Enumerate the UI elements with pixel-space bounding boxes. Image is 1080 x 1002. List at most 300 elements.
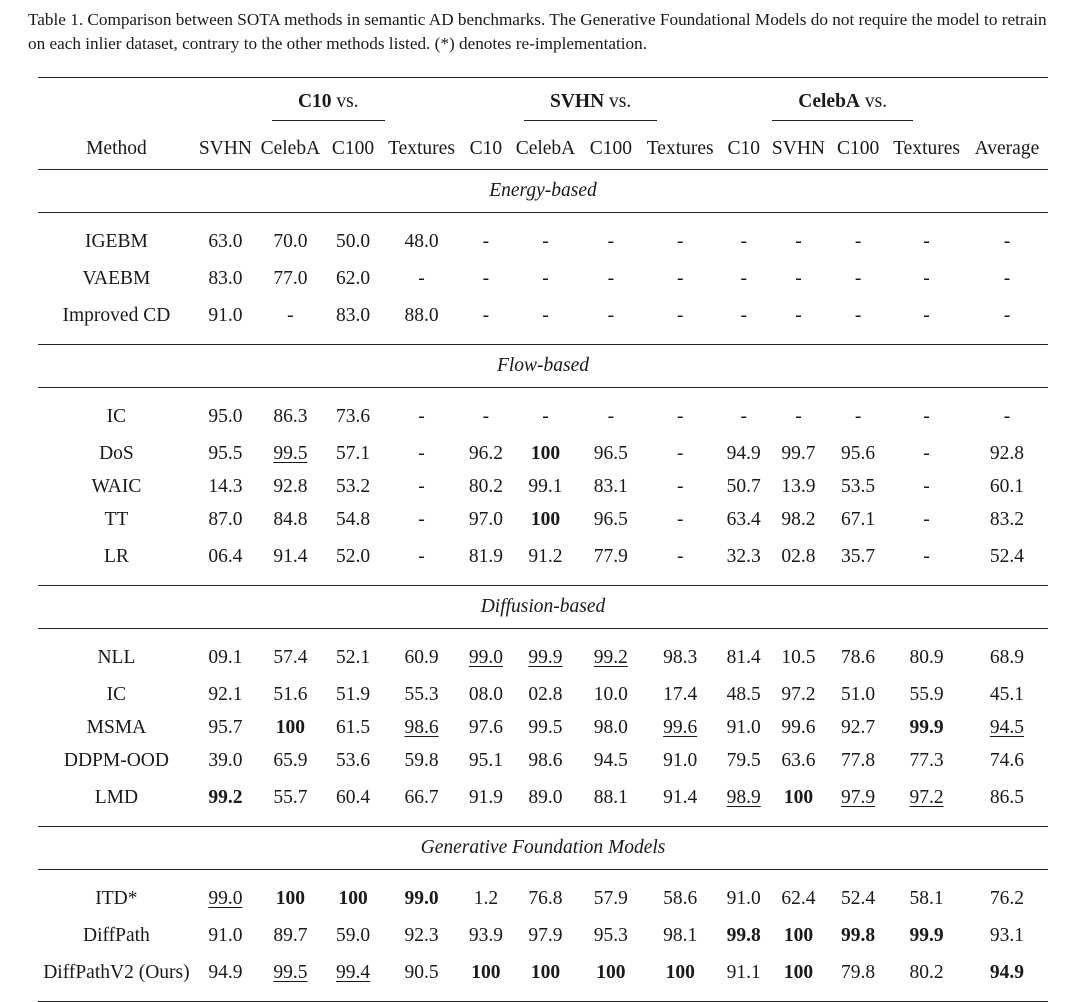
score-cell [510, 470, 581, 503]
score-value: 99.7 [781, 442, 816, 464]
score-value: - [923, 405, 930, 427]
score-value: 91.1 [726, 961, 761, 983]
score-cell [768, 536, 829, 586]
method-name: IC [106, 405, 127, 427]
score-cell [381, 711, 461, 744]
group-label [272, 91, 385, 121]
score-cell [195, 388, 256, 438]
score-value: - [607, 304, 615, 326]
score-cell [768, 678, 829, 711]
score-value: 59.8 [404, 749, 439, 771]
score-cell [581, 629, 641, 679]
score-value: - [923, 230, 930, 252]
score-cell [462, 919, 510, 952]
score-value: 95.3 [593, 924, 628, 946]
score-cell [966, 470, 1048, 503]
score-cell [510, 388, 581, 438]
score-value: 99.2 [593, 646, 628, 668]
method-name: LR [38, 536, 195, 586]
column-header-13: Average [966, 129, 1048, 170]
score-cell [768, 870, 829, 920]
score-value: - [676, 545, 684, 567]
score-value: - [795, 405, 802, 427]
score-value: 99.5 [528, 716, 563, 738]
group-suffix: vs. [860, 90, 888, 112]
score-cell [829, 952, 887, 1002]
score-value: 02.8 [528, 683, 563, 705]
score-value: 94.9 [726, 442, 761, 464]
score-cell [641, 503, 720, 536]
score-cell [641, 470, 720, 503]
score-cell [887, 629, 966, 679]
score-cell [256, 388, 325, 438]
score-value: 10.0 [593, 683, 628, 705]
score-value: 92.3 [404, 924, 439, 946]
score-value: 02.8 [781, 545, 816, 567]
score-cell [887, 470, 966, 503]
score-value: 52.1 [336, 646, 371, 668]
score-cell [829, 536, 887, 586]
score-value: 98.6 [528, 749, 563, 771]
score-value: 59.0 [336, 924, 371, 946]
score-cell [381, 470, 461, 503]
score-cell [381, 919, 461, 952]
score-value: 50.7 [726, 475, 761, 497]
score-cell [462, 777, 510, 827]
score-cell [256, 213, 325, 263]
score-cell [381, 678, 461, 711]
score-value: - [854, 230, 862, 252]
score-cell [720, 952, 768, 1002]
score-value: 91.0 [208, 924, 243, 946]
score-value: - [607, 267, 615, 289]
score-value: 13.9 [781, 475, 816, 497]
score-cell [887, 744, 966, 777]
score-cell [381, 437, 461, 470]
score-value: 1.2 [473, 887, 499, 909]
score-cell [581, 744, 641, 777]
group-header-0 [195, 78, 462, 129]
section-title: Diffusion-based [38, 586, 1048, 629]
score-value: 53.6 [336, 749, 371, 771]
score-cell [720, 295, 768, 345]
score-value: 86.3 [273, 405, 308, 427]
score-value: 88.1 [593, 786, 628, 808]
score-cell [325, 437, 381, 470]
score-value: 93.1 [989, 924, 1024, 946]
score-value: - [923, 475, 930, 497]
score-cell [325, 678, 381, 711]
column-header-row [38, 129, 1048, 170]
score-value: 66.7 [404, 786, 439, 808]
table-row [38, 744, 1048, 777]
column-header-3: C100 [325, 129, 381, 170]
table-row [38, 711, 1048, 744]
score-value: 91.0 [726, 716, 761, 738]
score-cell [325, 629, 381, 679]
score-cell [256, 744, 325, 777]
score-value: - [676, 442, 684, 464]
score-cell [887, 295, 966, 345]
score-cell [966, 744, 1048, 777]
score-value: - [923, 267, 930, 289]
method-name: LMD [38, 777, 195, 827]
score-cell [768, 919, 829, 952]
score-cell [325, 536, 381, 586]
score-value: 62.4 [781, 887, 816, 909]
score-cell [966, 777, 1048, 827]
method-name: DoS [99, 442, 134, 464]
score-cell [510, 295, 581, 345]
score-value: 99.0 [468, 646, 503, 668]
score-cell [641, 711, 720, 744]
score-cell [195, 744, 256, 777]
score-value: 99.6 [781, 716, 816, 738]
score-cell [195, 470, 256, 503]
score-value: 48.5 [726, 683, 761, 705]
method-name: DDPM-OOD [63, 749, 169, 771]
section-header [38, 827, 1048, 870]
score-value: 98.3 [663, 646, 698, 668]
method-name: DiffPath [83, 924, 150, 946]
score-value: 100 [530, 961, 561, 983]
score-cell [256, 470, 325, 503]
score-cell [641, 295, 720, 345]
score-value: - [482, 304, 490, 326]
column-header-5: C10 [462, 129, 510, 170]
table-row [38, 870, 1048, 920]
score-cell [256, 629, 325, 679]
score-cell [641, 777, 720, 827]
table-row [38, 213, 1048, 263]
score-cell [581, 678, 641, 711]
score-value: 100 [471, 961, 501, 983]
score-cell [641, 629, 720, 679]
score-cell [510, 711, 581, 744]
results-table [38, 77, 1048, 1002]
score-cell [462, 262, 510, 295]
group-suffix: vs. [331, 90, 359, 112]
score-value: - [542, 230, 549, 252]
score-value: 60.4 [336, 786, 371, 808]
score-cell [581, 213, 641, 263]
score-cell [381, 952, 461, 1002]
score-value: 99.6 [663, 716, 698, 738]
score-cell [768, 503, 829, 536]
score-cell [581, 870, 641, 920]
score-value: 94.9 [989, 961, 1024, 983]
score-cell [768, 711, 829, 744]
score-cell [381, 744, 461, 777]
score-cell [462, 711, 510, 744]
score-cell [325, 295, 381, 345]
method-name: IGEBM [84, 230, 148, 252]
score-value: 100 [783, 961, 814, 983]
score-cell [641, 262, 720, 295]
score-cell [195, 536, 256, 586]
score-cell [581, 777, 641, 827]
score-cell [966, 711, 1048, 744]
score-cell [641, 678, 720, 711]
table-row [38, 437, 1048, 470]
score-cell [887, 503, 966, 536]
score-value: 06.4 [208, 545, 243, 567]
score-cell [195, 295, 256, 345]
score-value: 99.1 [528, 475, 563, 497]
score-cell [462, 952, 510, 1002]
column-header-7: C100 [581, 129, 641, 170]
score-value: 93.9 [468, 924, 503, 946]
score-value: - [418, 442, 425, 464]
section-title: Generative Foundation Models [38, 827, 1048, 870]
score-cell [966, 952, 1048, 1002]
score-cell [829, 503, 887, 536]
score-cell [887, 678, 966, 711]
score-cell [510, 437, 581, 470]
score-value: 99.9 [909, 924, 944, 946]
group-header-2 [720, 78, 966, 129]
score-value: 95.5 [208, 442, 243, 464]
score-value: - [482, 267, 490, 289]
score-value: 92.7 [841, 716, 876, 738]
score-value: 92.1 [208, 683, 243, 705]
score-cell [720, 503, 768, 536]
score-cell [720, 536, 768, 586]
score-value: - [418, 545, 425, 567]
score-value: 91.2 [528, 545, 563, 567]
score-cell [581, 952, 641, 1002]
score-value: 95.0 [208, 405, 243, 427]
score-value: 73.6 [336, 405, 371, 427]
table-row [38, 470, 1048, 503]
score-value: - [418, 267, 425, 289]
score-value: 77.3 [909, 749, 944, 771]
score-cell [462, 744, 510, 777]
score-value: 35.7 [841, 545, 876, 567]
score-value: - [676, 267, 684, 289]
column-header-2: CelebA [256, 129, 325, 170]
group-name: CelebA [798, 90, 861, 112]
score-cell [325, 711, 381, 744]
score-cell [462, 295, 510, 345]
score-value: 51.9 [336, 683, 371, 705]
score-value: 58.6 [663, 887, 698, 909]
score-value: - [542, 405, 549, 427]
score-value: 83.2 [989, 508, 1024, 530]
score-value: 100 [665, 961, 695, 983]
score-value: 77.0 [273, 267, 308, 289]
score-cell [768, 744, 829, 777]
score-value: 99.2 [208, 786, 243, 808]
score-cell [641, 213, 720, 263]
score-value: 92.8 [989, 442, 1024, 464]
score-cell [381, 503, 461, 536]
score-cell [256, 503, 325, 536]
score-cell [462, 213, 510, 263]
score-value: 96.5 [593, 508, 628, 530]
score-cell [195, 262, 256, 295]
score-cell [966, 262, 1048, 295]
score-value: 55.7 [273, 786, 308, 808]
score-value: 78.6 [841, 646, 876, 668]
score-value: 100 [596, 961, 626, 983]
score-value: 99.9 [528, 646, 563, 668]
score-cell [195, 678, 256, 711]
score-value: - [676, 475, 684, 497]
score-cell [256, 295, 325, 345]
score-value: 39.0 [208, 749, 243, 771]
method-name: TT [104, 508, 129, 530]
score-value: 100 [783, 786, 814, 808]
score-value: - [482, 405, 490, 427]
score-value: 91.9 [468, 786, 503, 808]
score-cell [325, 503, 381, 536]
score-cell [510, 870, 581, 920]
score-value: 97.6 [468, 716, 503, 738]
score-cell [966, 503, 1048, 536]
score-value: 83.1 [593, 475, 628, 497]
score-cell [325, 870, 381, 920]
score-value: 89.0 [528, 786, 563, 808]
score-value: - [740, 405, 747, 427]
score-value: 57.9 [593, 887, 628, 909]
score-cell [195, 777, 256, 827]
score-cell [966, 870, 1048, 920]
score-value: 63.4 [726, 508, 761, 530]
score-value: - [795, 304, 802, 326]
column-header-0: Method [38, 129, 195, 170]
score-value: 96.2 [468, 442, 503, 464]
score-cell [462, 388, 510, 438]
score-cell [768, 388, 829, 438]
score-cell [381, 388, 461, 438]
score-cell [581, 295, 641, 345]
method-name: NLL [97, 646, 136, 668]
score-value: 65.9 [273, 749, 308, 771]
score-cell [325, 388, 381, 438]
score-value: 51.6 [273, 683, 308, 705]
score-value: 83.0 [336, 304, 371, 326]
section-header [38, 345, 1048, 388]
score-value: 99.0 [208, 887, 243, 909]
score-cell [641, 744, 720, 777]
score-cell [829, 262, 887, 295]
score-value: 92.8 [273, 475, 308, 497]
score-cell [256, 536, 325, 586]
score-cell [641, 437, 720, 470]
score-cell [510, 629, 581, 679]
table-row [38, 629, 1048, 679]
score-value: 96.5 [593, 442, 628, 464]
score-value: 97.9 [528, 924, 563, 946]
score-cell [381, 295, 461, 345]
score-cell [462, 870, 510, 920]
score-cell [581, 536, 641, 586]
score-value: 97.9 [841, 786, 876, 808]
score-cell [381, 870, 461, 920]
score-value: 45.1 [989, 683, 1024, 705]
score-value: 80.2 [468, 475, 503, 497]
score-cell [720, 678, 768, 711]
score-value: 52.0 [336, 545, 371, 567]
column-header-9: C10 [720, 129, 768, 170]
score-value: 55.9 [909, 683, 944, 705]
score-value: 97.2 [781, 683, 816, 705]
score-value: 77.9 [593, 545, 628, 567]
score-value: 83.0 [208, 267, 243, 289]
score-value: 53.5 [841, 475, 876, 497]
column-header-12: Textures [887, 129, 966, 170]
score-cell [510, 919, 581, 952]
score-cell [581, 919, 641, 952]
score-value: - [923, 304, 930, 326]
score-cell [829, 388, 887, 438]
score-cell [829, 744, 887, 777]
score-cell [256, 919, 325, 952]
score-cell [510, 777, 581, 827]
score-cell [256, 678, 325, 711]
score-value: 100 [783, 924, 814, 946]
score-cell [256, 952, 325, 1002]
table-row [38, 388, 1048, 438]
score-cell [256, 437, 325, 470]
score-value: 62.0 [336, 267, 371, 289]
score-cell [768, 629, 829, 679]
section-header [38, 170, 1048, 213]
column-header-6: CelebA [510, 129, 581, 170]
score-value: 98.9 [726, 786, 761, 808]
section-title: Flow-based [38, 345, 1048, 388]
score-value: 17.4 [663, 683, 698, 705]
score-value: - [418, 475, 425, 497]
column-header-8: Textures [641, 129, 720, 170]
method-name: MSMA [86, 716, 147, 738]
score-cell [256, 262, 325, 295]
score-cell [641, 536, 720, 586]
score-cell [829, 629, 887, 679]
table-caption: Table 1. Comparison between SOTA methods in semantic AD benchmarks. The Generative Foundational Models do not require the model to retrain on each inlier dataset, contrary to the other methods listed. (*) denotes re-implementation. [28, 10, 1047, 53]
score-value: 60.1 [989, 475, 1024, 497]
score-value: 100 [275, 887, 306, 909]
score-value: - [418, 405, 425, 427]
method-name: VAEBM [82, 267, 151, 289]
score-value: 91.4 [663, 786, 698, 808]
score-value: 52.4 [841, 887, 876, 909]
score-cell [256, 777, 325, 827]
score-cell [768, 262, 829, 295]
column-header-11: C100 [829, 129, 887, 170]
score-cell [325, 744, 381, 777]
score-value: 77.8 [841, 749, 876, 771]
score-value: 89.7 [273, 924, 308, 946]
score-cell [720, 919, 768, 952]
score-cell [768, 213, 829, 263]
score-cell [887, 388, 966, 438]
score-cell [887, 952, 966, 1002]
score-cell [381, 213, 461, 263]
score-value: - [1003, 405, 1011, 427]
group-header-row [38, 78, 1048, 129]
score-value: 61.5 [336, 716, 371, 738]
table-row [38, 952, 1048, 1002]
score-cell [195, 213, 256, 263]
score-value: 76.2 [989, 887, 1024, 909]
score-value: 94.5 [989, 716, 1024, 738]
score-value: 68.9 [989, 646, 1024, 668]
score-value: 86.5 [989, 786, 1024, 808]
score-value: 100 [338, 887, 368, 909]
column-header-10: SVHN [768, 129, 829, 170]
